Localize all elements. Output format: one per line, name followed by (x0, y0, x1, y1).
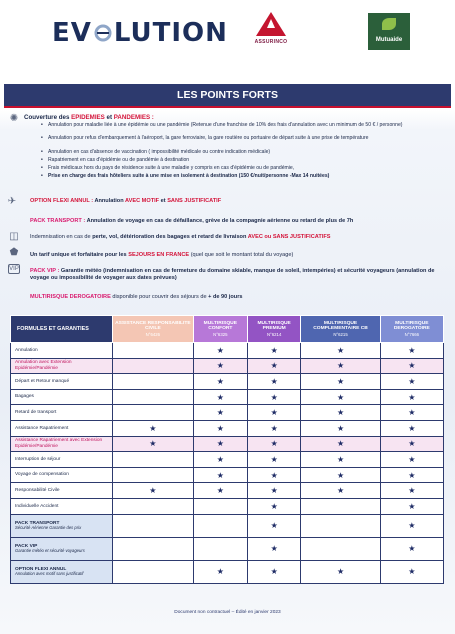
row-label: Individuelle Accident (11, 498, 113, 514)
star-icon (380, 560, 443, 583)
table-row (11, 537, 444, 560)
evolution-o-icon (93, 23, 113, 43)
star-icon (247, 467, 300, 483)
table-row (11, 358, 444, 374)
bagages-line: Indemnisation en cas de perte, vol, détérioration des bagages et retard de livraison AVEC ou SANS JUSTIFICATIFS (30, 234, 331, 240)
star-icon (247, 436, 300, 452)
star-icon (301, 420, 380, 436)
header-assistance-rc: ASSISTANCE RESPONSABILITE CIVILE N°6426 (113, 316, 194, 343)
transport-line: PACK TRANSPORT : Annulation de voyage en cas de défaillance, grève de la compagnie aérienne ou retard de plus de 7h (30, 218, 354, 224)
header-confort: MULTIRISQUE CONFORT N°6325 (193, 316, 247, 343)
vip-icon: VIP (9, 266, 19, 272)
france-map-icon: ⬟ (9, 247, 19, 258)
star-icon (247, 560, 300, 583)
star-icon (301, 389, 380, 405)
star-icon (247, 405, 300, 421)
row-label: Interruption de séjour (11, 452, 113, 468)
star-icon (247, 343, 300, 359)
star-icon (113, 483, 194, 499)
bullet-item: • Rapatriement en cas d'épidémie ou de pandémie à destination (48, 157, 438, 163)
footer-note: Document non contractuel – Édité en janvier 2023 (174, 610, 281, 615)
table-row (11, 560, 444, 583)
star-icon (193, 452, 247, 468)
bullet-item: • Annulation pour maladie liée à une épidémie ou une pandémie (Retenue d'une franchise de 10% des frais d'annulation avec un minimum de 50 € / personne) (48, 122, 438, 128)
star-icon (113, 436, 194, 452)
empty-cell (193, 537, 247, 560)
empty-cell (113, 467, 194, 483)
page-title: LES POINTS FORTS (4, 84, 451, 106)
star-icon (380, 358, 443, 374)
star-icon (193, 405, 247, 421)
header-derogatoire: MULTIRISQUE DEROGATOIRE N°7666 (380, 316, 443, 343)
table-row (11, 436, 444, 452)
empty-cell (193, 514, 247, 537)
star-icon (113, 420, 194, 436)
star-icon (247, 389, 300, 405)
virus-icon: ✺ (9, 113, 19, 124)
star-icon (247, 498, 300, 514)
star-icon (193, 343, 247, 359)
assurinco-label: ASSURINCO (254, 39, 288, 45)
row-label: Annulation avec Extension Epidémie/Pandémie (11, 358, 113, 374)
star-icon (301, 405, 380, 421)
star-icon (301, 483, 380, 499)
star-icon (380, 483, 443, 499)
assurinco-logo (248, 12, 294, 50)
empty-cell (113, 405, 194, 421)
empty-cell (113, 358, 194, 374)
empty-cell (301, 498, 380, 514)
star-icon (193, 483, 247, 499)
mutuaide-logo (368, 13, 410, 50)
row-label: PACK TRANSPORT Sécurité Aérienne Garantie des prix (11, 514, 113, 537)
star-icon (301, 374, 380, 390)
bullet-item: • Frais médicaux hors du pays de résidence suite à une maladie y compris en cas d'épidémie ou de pandémie, (48, 165, 438, 171)
row-label: PACK VIP Garantie météo et sécurité voyageurs (11, 537, 113, 560)
empty-cell (113, 343, 194, 359)
empty-cell (301, 514, 380, 537)
assurinco-triangle-icon (256, 12, 286, 36)
star-icon (247, 483, 300, 499)
flexi-line: OPTION FLEXI ANNUL : Annulation AVEC MOTIF et SANS JUSTIFICATIF (30, 198, 222, 204)
star-icon (380, 389, 443, 405)
empty-cell (113, 498, 194, 514)
empty-cell (113, 560, 194, 583)
table-row (11, 498, 444, 514)
empty-cell (113, 514, 194, 537)
table-body (11, 343, 444, 584)
bullet-item: • Prise en charge des frais hôteliers suite à une mise en isolement à destination (150 €/nuit/personne -Max 14 nuitées) (48, 173, 438, 179)
star-icon (247, 374, 300, 390)
star-icon (193, 436, 247, 452)
derogatoire-line: MULTIRISQUE DEROGATOIRE disponible pour couvrir des séjours de + de 90 jours (30, 294, 243, 300)
airplane-icon: ✈ (7, 196, 17, 207)
table-header-row (11, 316, 444, 343)
star-icon (301, 560, 380, 583)
suitcase-icon: ◫ (9, 231, 19, 242)
star-icon (193, 389, 247, 405)
table-row (11, 374, 444, 390)
banner-divider (4, 106, 451, 108)
star-icon (193, 420, 247, 436)
bullet-item: • Annulation pour refus d'embarquement à l'aéroport, la gare ferroviaire, la gare routière ou portuaire de départ suite à une prise de température (48, 135, 438, 141)
star-icon (193, 358, 247, 374)
vip-line: PACK VIP : Garantie météo (indemnisation en cas de fermeture du domaine skiable, manque de soleil, intempéries) et sécurité voyageurs (annulation de voyage ou impossibilité de voyager aux dates prévues) (30, 268, 435, 281)
star-icon (193, 374, 247, 390)
row-label: Départ et Retour manqué (11, 374, 113, 390)
star-icon (380, 498, 443, 514)
table-row (11, 452, 444, 468)
table-row (11, 483, 444, 499)
star-icon (380, 374, 443, 390)
leaf-icon (382, 18, 396, 30)
star-icon (380, 420, 443, 436)
star-icon (247, 537, 300, 560)
epidemic-heading: Couverture des EPIDEMIES et PANDEMIES : (24, 114, 154, 121)
star-icon (380, 343, 443, 359)
empty-cell (301, 537, 380, 560)
row-label: Bagages (11, 389, 113, 405)
star-icon (247, 358, 300, 374)
star-icon (380, 452, 443, 468)
empty-cell (113, 537, 194, 560)
row-label: Voyage de compensation (11, 467, 113, 483)
empty-cell (113, 374, 194, 390)
table-row (11, 343, 444, 359)
star-icon (193, 467, 247, 483)
star-icon (380, 436, 443, 452)
star-icon (247, 514, 300, 537)
empty-cell (113, 452, 194, 468)
mutuaide-label: Mutuaide (375, 37, 403, 43)
table-row (11, 420, 444, 436)
header-complementaire-cb: MULTIRISQUE COMPLEMENTAIRE CB N°6215 (301, 316, 380, 343)
row-label: Assistance Rapatriement (11, 420, 113, 436)
star-icon (301, 436, 380, 452)
star-icon (247, 452, 300, 468)
features-section (8, 112, 448, 302)
header-premium: MULTIRISQUE PREMIUM N°6214 (247, 316, 300, 343)
table-row (11, 514, 444, 537)
star-icon (247, 420, 300, 436)
row-label: Assistance Rapatriement avec Extension Epidémie/Pandémie (11, 436, 113, 452)
table-row (11, 405, 444, 421)
star-icon (380, 405, 443, 421)
empty-cell (113, 389, 194, 405)
row-label: OPTION FLEXI ANNUL Annulation avec motif sans justificatif (11, 560, 113, 583)
star-icon (193, 560, 247, 583)
table-row (11, 467, 444, 483)
row-label: Annulation (11, 343, 113, 359)
bullet-item: • Annulation en cas d'absence de vaccination ( impossibilité médicale ou contre indication médicale) (48, 149, 438, 155)
evolution-logo: EV LUTION (52, 18, 228, 48)
star-icon (301, 358, 380, 374)
star-icon (380, 537, 443, 560)
star-icon (301, 452, 380, 468)
star-icon (380, 514, 443, 537)
table-row (11, 389, 444, 405)
guarantees-table (10, 315, 444, 584)
row-label: Responsabilité Civile (11, 483, 113, 499)
tarif-line: Un tarif unique et forfaitaire pour les SEJOURS EN FRANCE (quel que soit le montant total du voyage) (30, 252, 294, 258)
header-formules: FORMULES ET GARANTIES (11, 316, 113, 343)
row-label: Retard de transport (11, 405, 113, 421)
empty-cell (193, 498, 247, 514)
star-icon (301, 467, 380, 483)
star-icon (301, 343, 380, 359)
star-icon (380, 467, 443, 483)
